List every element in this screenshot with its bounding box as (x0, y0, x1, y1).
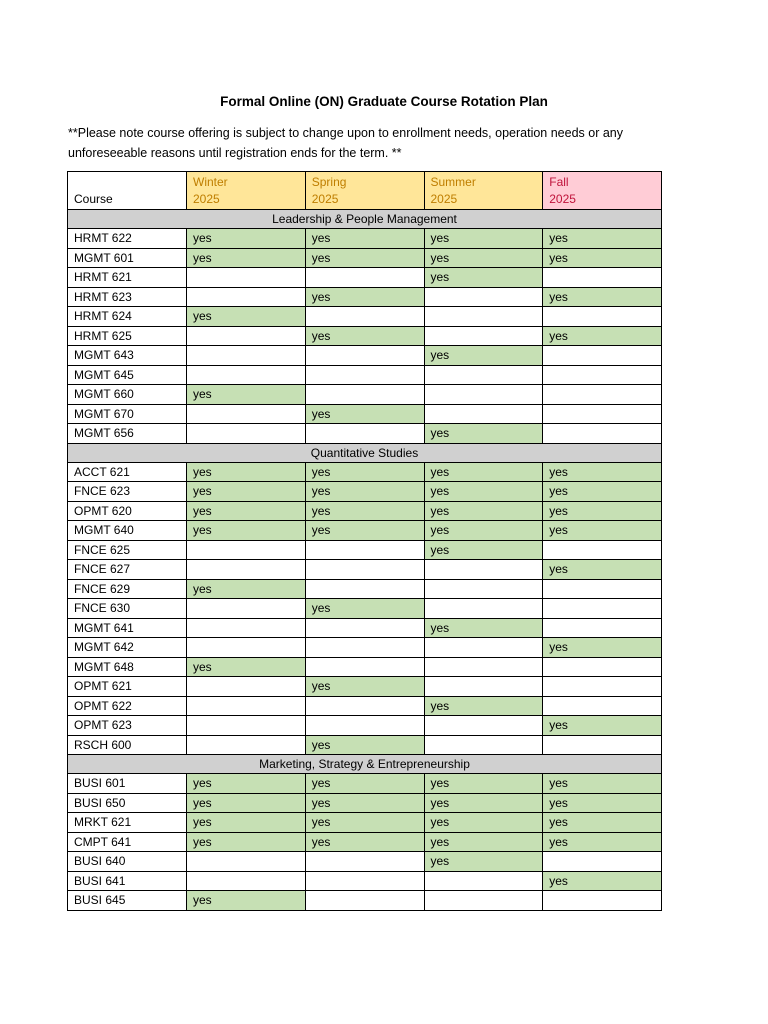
not-offered-cell (424, 871, 543, 891)
offered-cell: yes (543, 287, 662, 307)
not-offered-cell (543, 424, 662, 444)
not-offered-cell (543, 365, 662, 385)
offered-cell: yes (305, 248, 424, 268)
not-offered-cell (305, 657, 424, 677)
term-year: 2025 (193, 192, 220, 206)
offered-cell: yes (543, 326, 662, 346)
not-offered-cell (305, 871, 424, 891)
table-row (68, 599, 662, 619)
not-offered-cell (187, 404, 306, 424)
course-code-cell: MGMT 641 (68, 618, 187, 638)
offered-cell: yes (543, 793, 662, 813)
offered-cell: yes (543, 482, 662, 502)
course-code-cell: MGMT 643 (68, 346, 187, 366)
not-offered-cell (187, 638, 306, 658)
offered-cell: yes (187, 307, 306, 327)
course-code-cell: HRMT 625 (68, 326, 187, 346)
offered-cell: yes (424, 540, 543, 560)
term-year: 2025 (549, 192, 576, 206)
section-header-row (68, 755, 662, 774)
offered-cell: yes (305, 462, 424, 482)
course-code-cell: ACCT 621 (68, 462, 187, 482)
offered-cell: yes (424, 229, 543, 249)
not-offered-cell (424, 326, 543, 346)
table-row (68, 482, 662, 502)
offered-cell: yes (305, 287, 424, 307)
offered-cell: yes (424, 852, 543, 872)
offered-cell: yes (305, 677, 424, 697)
offered-cell: yes (424, 346, 543, 366)
course-code-cell: OPMT 622 (68, 696, 187, 716)
offered-cell: yes (543, 774, 662, 794)
not-offered-cell (305, 579, 424, 599)
table-row (68, 774, 662, 794)
section-title: Quantitative Studies (68, 443, 662, 462)
offered-cell: yes (424, 832, 543, 852)
offered-cell: yes (187, 229, 306, 249)
offered-cell: yes (305, 501, 424, 521)
course-rotation-table (67, 171, 662, 911)
table-row (68, 891, 662, 911)
table-row (68, 871, 662, 891)
course-code-cell: MGMT 656 (68, 424, 187, 444)
table-row (68, 501, 662, 521)
not-offered-cell (187, 696, 306, 716)
not-offered-cell (543, 307, 662, 327)
table-row (68, 521, 662, 541)
not-offered-cell (543, 696, 662, 716)
not-offered-cell (543, 579, 662, 599)
not-offered-cell (424, 365, 543, 385)
not-offered-cell (187, 268, 306, 288)
offered-cell: yes (187, 891, 306, 911)
not-offered-cell (187, 852, 306, 872)
not-offered-cell (187, 346, 306, 366)
offered-cell: yes (424, 501, 543, 521)
table-row (68, 326, 662, 346)
offered-cell: yes (424, 521, 543, 541)
not-offered-cell (187, 424, 306, 444)
not-offered-cell (543, 404, 662, 424)
term-year: 2025 (430, 192, 458, 206)
table-row (68, 657, 662, 677)
table-row (68, 268, 662, 288)
not-offered-cell (424, 735, 543, 755)
offered-cell: yes (187, 521, 306, 541)
not-offered-cell (305, 638, 424, 658)
table-row (68, 287, 662, 307)
offered-cell: yes (543, 813, 662, 833)
not-offered-cell (543, 735, 662, 755)
table-row (68, 832, 662, 852)
table-row (68, 346, 662, 366)
not-offered-cell (543, 891, 662, 911)
not-offered-cell (543, 618, 662, 638)
not-offered-cell (543, 385, 662, 405)
not-offered-cell (305, 365, 424, 385)
not-offered-cell (424, 599, 543, 619)
offered-cell: yes (305, 599, 424, 619)
page-title: Formal Online (ON) Graduate Course Rotation Plan (220, 94, 548, 109)
table-row (68, 229, 662, 249)
not-offered-cell (543, 599, 662, 619)
course-code-cell: FNCE 629 (68, 579, 187, 599)
offered-cell: yes (543, 638, 662, 658)
offered-cell: yes (424, 248, 543, 268)
course-code-cell: FNCE 625 (68, 540, 187, 560)
not-offered-cell (187, 599, 306, 619)
course-code-cell: BUSI 601 (68, 774, 187, 794)
course-code-cell: MGMT 640 (68, 521, 187, 541)
offered-cell: yes (543, 462, 662, 482)
table-row (68, 307, 662, 327)
table-row (68, 560, 662, 580)
offered-cell: yes (187, 501, 306, 521)
not-offered-cell (187, 716, 306, 736)
column-header-winter (187, 172, 306, 210)
table-row (68, 852, 662, 872)
offered-cell: yes (305, 326, 424, 346)
table-row (68, 424, 662, 444)
offered-cell: yes (424, 774, 543, 794)
not-offered-cell (424, 385, 543, 405)
term-name: Fall (549, 175, 569, 189)
not-offered-cell (187, 871, 306, 891)
disclaimer-note: **Please note course offering is subject to change upon to enrollment needs, operation needs or any unforeseeable reasons until registration ends for the term. ** (68, 126, 623, 160)
term-name: Winter (193, 175, 228, 189)
not-offered-cell (187, 618, 306, 638)
course-code-cell: HRMT 622 (68, 229, 187, 249)
not-offered-cell (543, 852, 662, 872)
not-offered-cell (187, 287, 306, 307)
offered-cell: yes (424, 813, 543, 833)
not-offered-cell (424, 891, 543, 911)
offered-cell: yes (305, 832, 424, 852)
offered-cell: yes (424, 482, 543, 502)
not-offered-cell (305, 560, 424, 580)
section-header-row (68, 443, 662, 462)
offered-cell: yes (543, 716, 662, 736)
offered-cell: yes (543, 832, 662, 852)
offered-cell: yes (543, 521, 662, 541)
not-offered-cell (305, 540, 424, 560)
offered-cell: yes (424, 424, 543, 444)
not-offered-cell (187, 540, 306, 560)
not-offered-cell (187, 326, 306, 346)
offered-cell: yes (543, 560, 662, 580)
not-offered-cell (305, 385, 424, 405)
course-code-cell: HRMT 623 (68, 287, 187, 307)
not-offered-cell (187, 677, 306, 697)
not-offered-cell (305, 618, 424, 638)
course-code-cell: MGMT 660 (68, 385, 187, 405)
not-offered-cell (424, 657, 543, 677)
not-offered-cell (305, 346, 424, 366)
offered-cell: yes (305, 521, 424, 541)
offered-cell: yes (305, 404, 424, 424)
not-offered-cell (424, 716, 543, 736)
offered-cell: yes (187, 248, 306, 268)
table-row (68, 365, 662, 385)
section-title: Leadership & People Management (68, 210, 662, 229)
not-offered-cell (424, 560, 543, 580)
table-row (68, 540, 662, 560)
course-code-cell: HRMT 624 (68, 307, 187, 327)
course-code-cell: BUSI 641 (68, 871, 187, 891)
not-offered-cell (424, 638, 543, 658)
course-code-cell: MGMT 642 (68, 638, 187, 658)
offered-cell: yes (424, 793, 543, 813)
offered-cell: yes (187, 774, 306, 794)
course-code-cell: RSCH 600 (68, 735, 187, 755)
term-year: 2025 (311, 192, 339, 206)
offered-cell: yes (543, 501, 662, 521)
offered-cell: yes (305, 482, 424, 502)
not-offered-cell (305, 852, 424, 872)
offered-cell: yes (424, 462, 543, 482)
not-offered-cell (424, 579, 543, 599)
not-offered-cell (424, 307, 543, 327)
offered-cell: yes (543, 229, 662, 249)
table-header-row (68, 172, 662, 210)
course-code-cell: FNCE 627 (68, 560, 187, 580)
not-offered-cell (543, 657, 662, 677)
not-offered-cell (305, 424, 424, 444)
table-row (68, 793, 662, 813)
table-body (68, 172, 662, 911)
offered-cell: yes (187, 482, 306, 502)
not-offered-cell (305, 891, 424, 911)
not-offered-cell (424, 677, 543, 697)
not-offered-cell (305, 307, 424, 327)
not-offered-cell (543, 677, 662, 697)
offered-cell: yes (187, 385, 306, 405)
not-offered-cell (305, 268, 424, 288)
table-row (68, 248, 662, 268)
offered-cell: yes (305, 774, 424, 794)
offered-cell: yes (187, 462, 306, 482)
offered-cell: yes (424, 268, 543, 288)
section-title: Marketing, Strategy & Entrepreneurship (68, 755, 662, 774)
course-code-cell: MGMT 601 (68, 248, 187, 268)
table-row (68, 579, 662, 599)
course-code-cell: HRMT 621 (68, 268, 187, 288)
not-offered-cell (543, 268, 662, 288)
offered-cell: yes (187, 657, 306, 677)
offered-cell: yes (424, 618, 543, 638)
course-code-cell: BUSI 645 (68, 891, 187, 911)
course-code-cell: CMPT 641 (68, 832, 187, 852)
offered-cell: yes (187, 793, 306, 813)
table-row (68, 462, 662, 482)
table-row (68, 677, 662, 697)
offered-cell: yes (305, 813, 424, 833)
not-offered-cell (305, 716, 424, 736)
not-offered-cell (543, 540, 662, 560)
offered-cell: yes (305, 793, 424, 813)
course-code-cell: OPMT 623 (68, 716, 187, 736)
course-code-cell: OPMT 620 (68, 501, 187, 521)
course-code-cell: MGMT 670 (68, 404, 187, 424)
offered-cell: yes (305, 229, 424, 249)
column-header-spring (305, 172, 424, 210)
course-code-cell: BUSI 640 (68, 852, 187, 872)
offered-cell: yes (543, 871, 662, 891)
course-code-cell: FNCE 630 (68, 599, 187, 619)
offered-cell: yes (187, 579, 306, 599)
section-header-row (68, 210, 662, 229)
course-code-cell: MGMT 645 (68, 365, 187, 385)
not-offered-cell (187, 560, 306, 580)
not-offered-cell (424, 404, 543, 424)
column-header-summer (424, 172, 543, 210)
table-row (68, 404, 662, 424)
course-code-cell: FNCE 623 (68, 482, 187, 502)
offered-cell: yes (424, 696, 543, 716)
course-code-cell: MGMT 648 (68, 657, 187, 677)
offered-cell: yes (543, 248, 662, 268)
table-row (68, 696, 662, 716)
table-row (68, 716, 662, 736)
table-row (68, 618, 662, 638)
offered-cell: yes (305, 735, 424, 755)
table-row (68, 385, 662, 405)
term-name: Summer (430, 175, 476, 189)
table-row (68, 638, 662, 658)
course-code-cell: MRKT 621 (68, 813, 187, 833)
course-code-cell: BUSI 650 (68, 793, 187, 813)
not-offered-cell (305, 696, 424, 716)
not-offered-cell (187, 735, 306, 755)
table-row (68, 735, 662, 755)
table-row (68, 813, 662, 833)
term-name: Spring (311, 175, 347, 189)
offered-cell: yes (187, 813, 306, 833)
not-offered-cell (424, 287, 543, 307)
column-header-fall (543, 172, 662, 210)
offered-cell: yes (187, 832, 306, 852)
column-header-course: Course (68, 172, 187, 210)
not-offered-cell (543, 346, 662, 366)
not-offered-cell (187, 365, 306, 385)
course-code-cell: OPMT 621 (68, 677, 187, 697)
